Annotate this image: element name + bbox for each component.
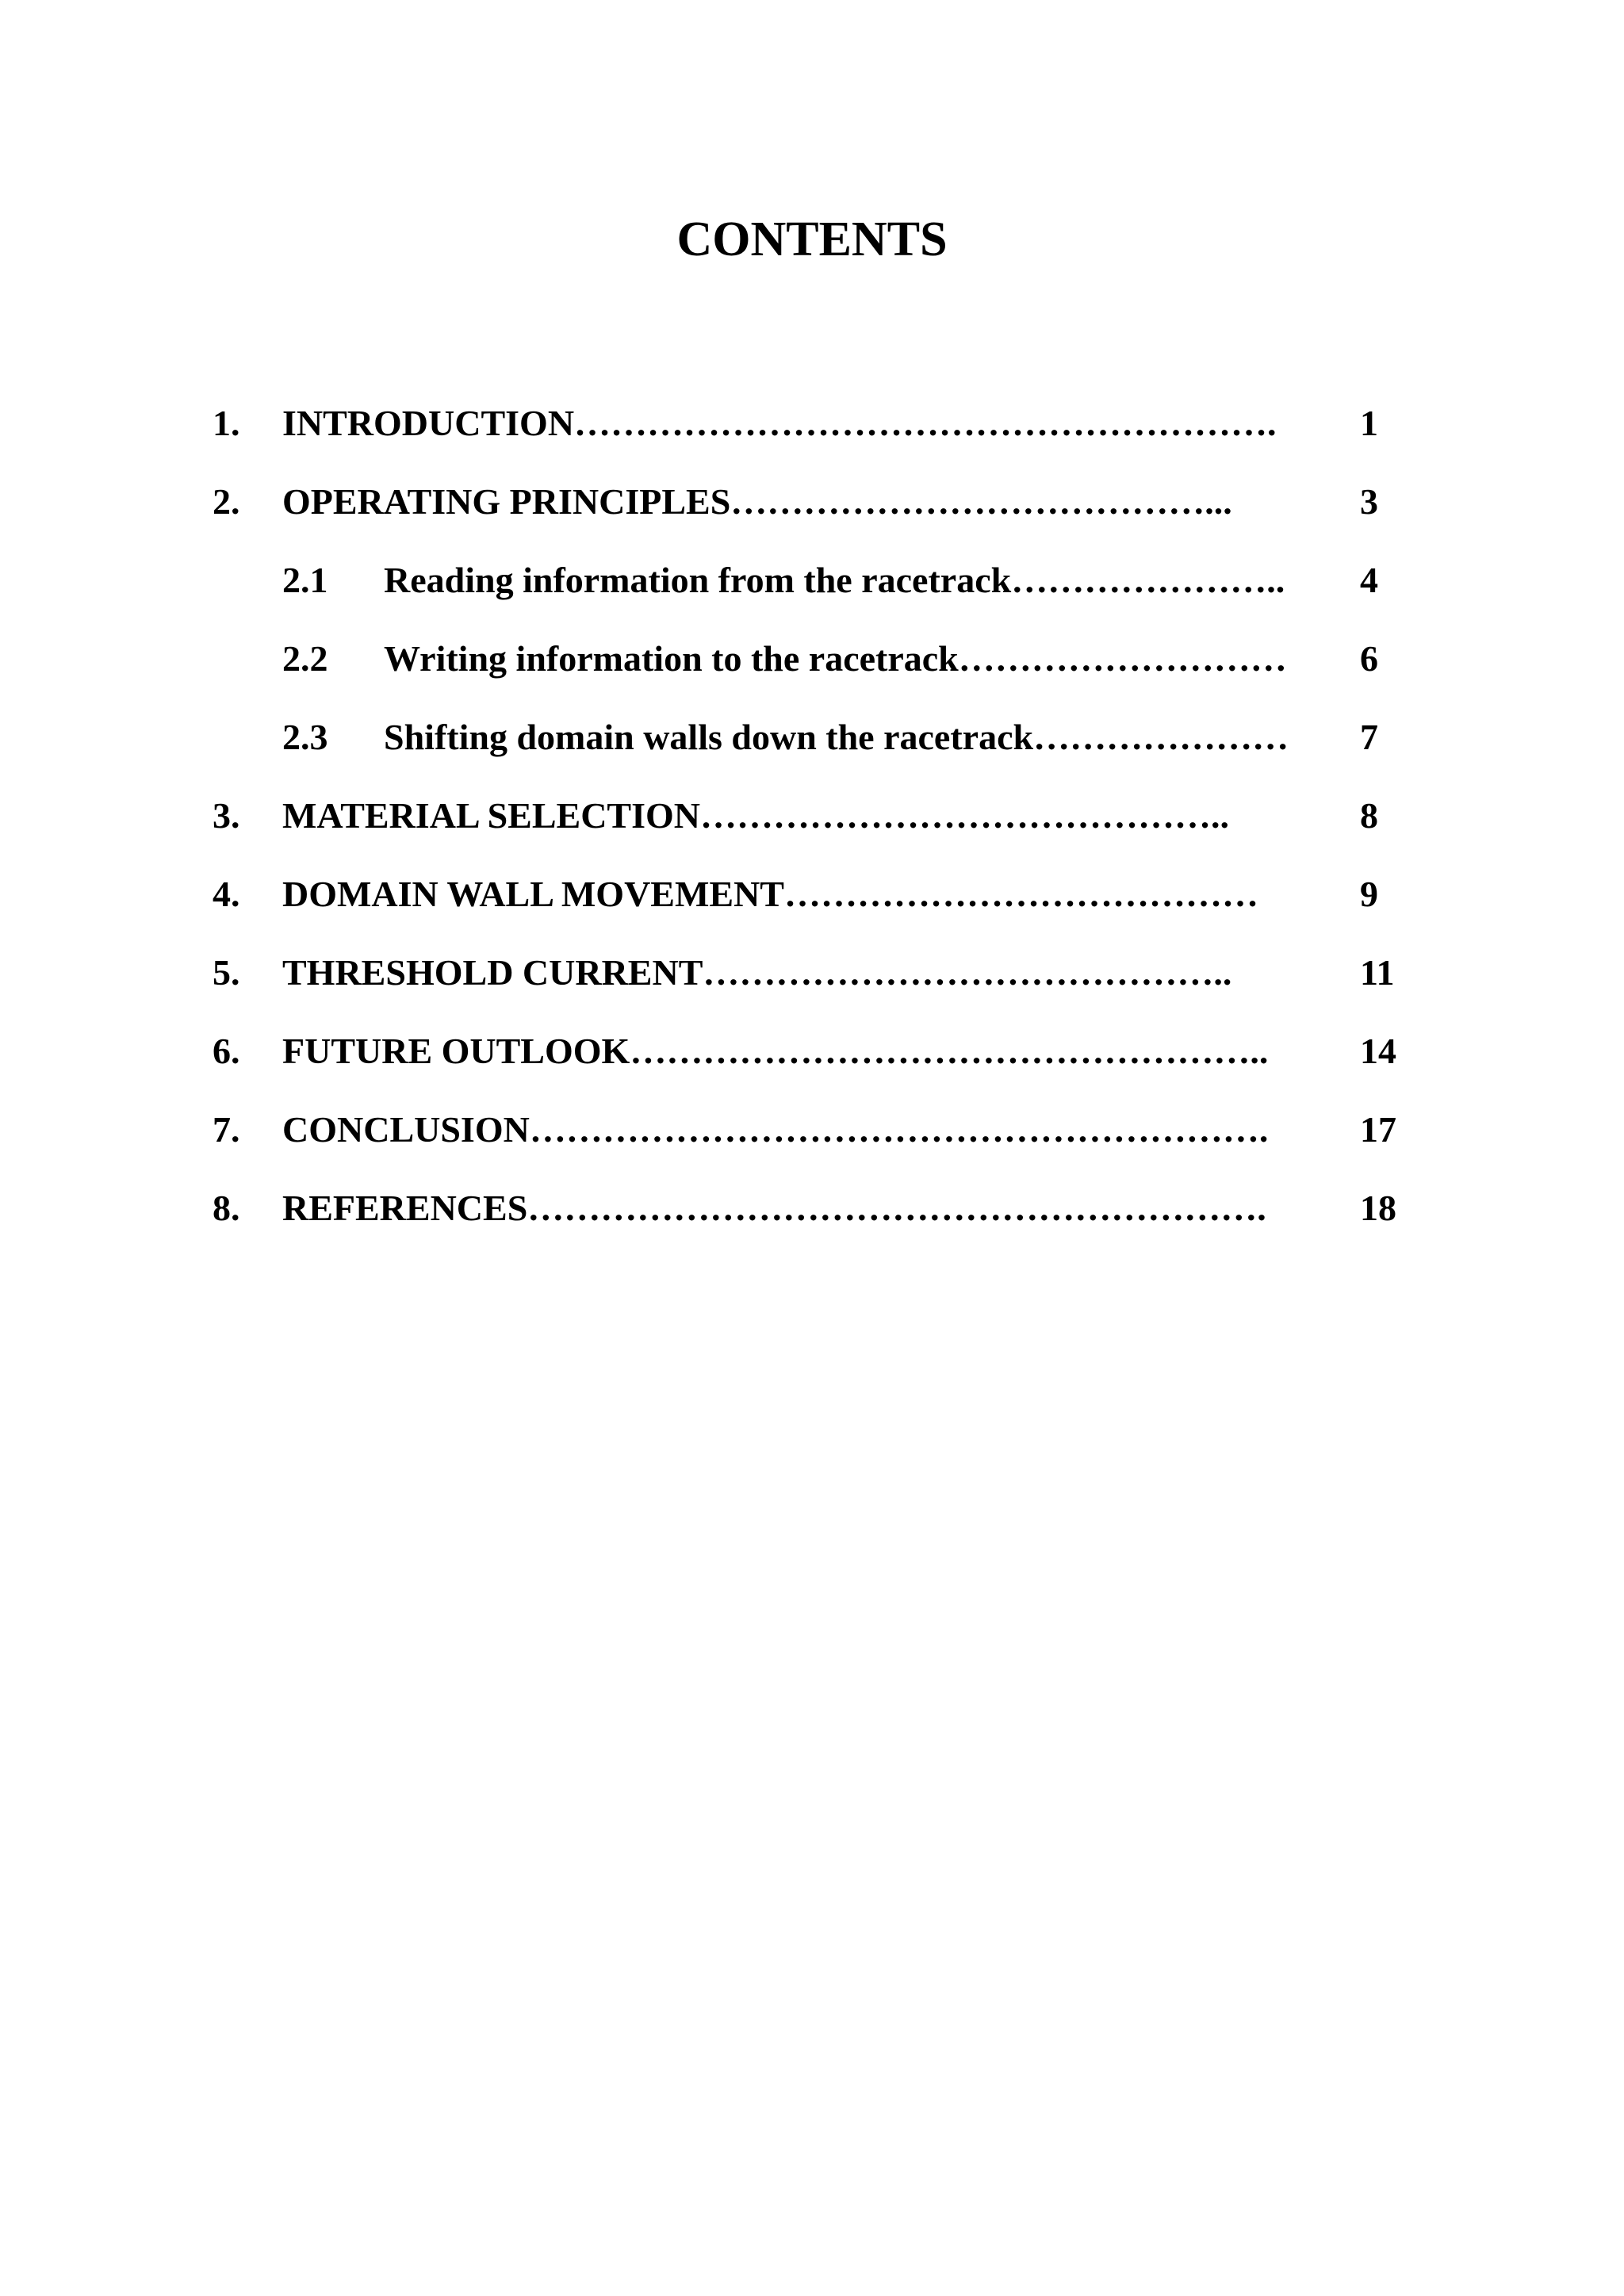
toc-entry-page: 9 bbox=[1360, 874, 1378, 914]
toc-entry-number: 8. bbox=[213, 1188, 240, 1228]
toc-entry-page: 18 bbox=[1360, 1188, 1396, 1228]
toc-entry-number: 3. bbox=[213, 795, 240, 836]
toc-entry-number: 1. bbox=[213, 403, 240, 443]
toc-entry-label: Writing information to the racetrack……………………… bbox=[384, 638, 1287, 679]
page-title: CONTENTS bbox=[676, 212, 948, 266]
toc-entry-number: 2.2 bbox=[282, 638, 328, 679]
toc-entry-page: 1 bbox=[1360, 403, 1378, 443]
toc-entry-label: THRESHOLD CURRENT…………………………………….. bbox=[282, 952, 1232, 993]
toc-entry-page: 8 bbox=[1360, 795, 1378, 836]
toc-entry-label: OPERATING PRINCIPLES…………………………………... bbox=[282, 481, 1232, 522]
toc-entry-label: DOMAIN WALL MOVEMENT………………………………… bbox=[282, 874, 1258, 914]
toc-entry-number: 2. bbox=[213, 481, 240, 522]
toc-entry-label: Reading information from the racetrack………………….. bbox=[384, 560, 1285, 600]
toc-entry-label: REFERENCES……………………………………………………. bbox=[282, 1188, 1266, 1228]
toc-entry-label: CONCLUSION……………………………………………………. bbox=[282, 1109, 1269, 1150]
toc-entry-number: 7. bbox=[213, 1109, 240, 1150]
toc-entry-label: INTRODUCTION…………………………………………………. bbox=[282, 403, 1277, 443]
toc-entry-label: Shifting domain walls down the racetrack………………… bbox=[384, 717, 1289, 757]
toc-entry-page: 17 bbox=[1360, 1109, 1396, 1150]
toc-entry-page: 11 bbox=[1360, 952, 1395, 993]
toc-entry-label: FUTURE OUTLOOK…………………………………………….. bbox=[282, 1031, 1269, 1071]
toc-entry-page: 7 bbox=[1360, 717, 1378, 757]
toc-entry-number: 4. bbox=[213, 874, 240, 914]
toc-entry-label: MATERIAL SELECTION…………………………………….. bbox=[282, 795, 1230, 836]
toc-entry-page: 4 bbox=[1360, 560, 1378, 600]
toc-entry-number: 2.1 bbox=[282, 560, 328, 600]
toc-entry-page: 14 bbox=[1360, 1031, 1396, 1071]
toc-entry-number: 5. bbox=[213, 952, 240, 993]
toc-entry-number: 2.3 bbox=[282, 717, 328, 757]
toc-entry-page: 6 bbox=[1360, 638, 1378, 679]
toc-entry-page: 3 bbox=[1360, 481, 1378, 522]
toc-entry-number: 6. bbox=[213, 1031, 240, 1071]
